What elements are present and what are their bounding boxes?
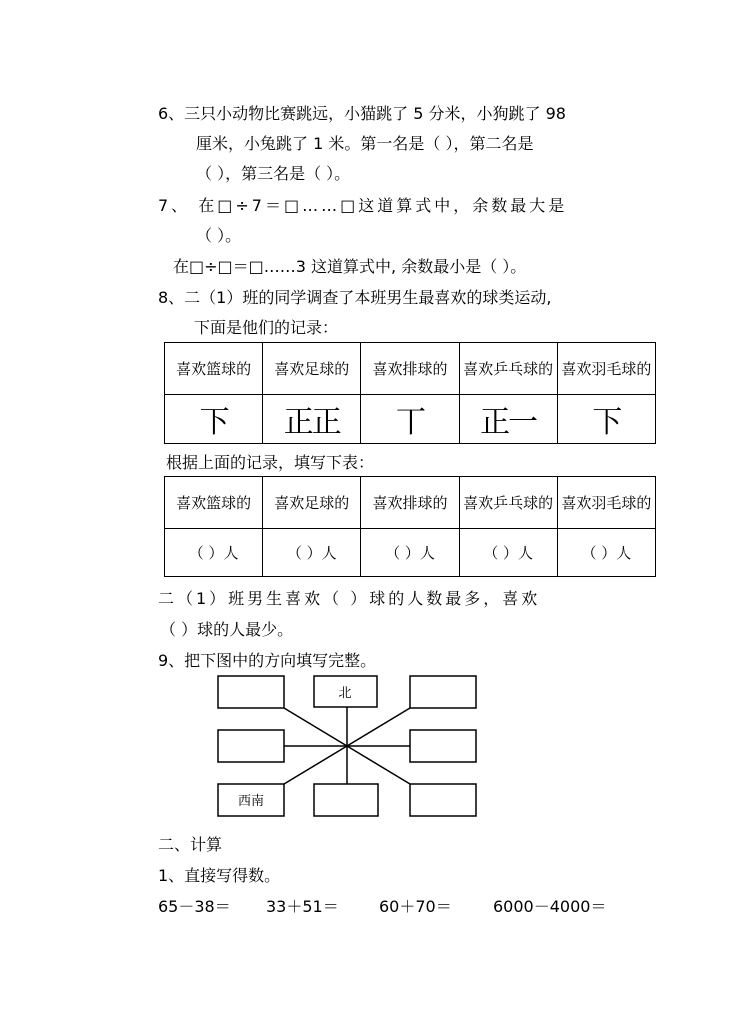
q8-conclusion1: 二（1）班男生喜欢（ ）球的人数最多，喜欢 <box>158 589 541 608</box>
q8-fill-intro: 根据上面的记录，填写下表： <box>166 453 375 472</box>
answer-header-basketball: 喜欢篮球的 <box>165 477 263 529</box>
expr-1: 65－38＝ <box>158 897 231 916</box>
label-southwest: 西南 <box>237 794 265 809</box>
box-northeast[interactable] <box>410 676 476 708</box>
spoke-southwest <box>284 746 347 784</box>
section2-sub1: 1、直接写得数。 <box>158 866 281 885</box>
label-north: 北 <box>338 686 352 701</box>
q7-line3: 在□÷□＝□……3 这道算式中, 余数最小是（ ）。 <box>173 257 527 276</box>
tally-mark-pingpong: 正一 <box>459 395 557 444</box>
tally-mark-football: 正正 <box>263 395 361 444</box>
answer-header-football: 喜欢足球的 <box>263 477 361 529</box>
tally-mark-basketball: 下 <box>165 395 263 444</box>
q6-line1: 6、三只小动物比赛跳远，小猫跳了 5 分米，小狗跳了 98 <box>158 104 566 123</box>
spoke-southeast <box>347 746 410 784</box>
q6-line2: 厘米，小兔跳了 1 米。第一名是（ ），第二名是 <box>196 134 534 153</box>
expr-2: 33＋51＝ <box>266 897 339 916</box>
spoke-northeast <box>347 708 410 746</box>
box-east[interactable] <box>410 730 476 762</box>
answer-header-pingpong: 喜欢乒乓球的 <box>459 477 557 529</box>
tally-mark-badminton: 下 <box>557 395 655 444</box>
tally-header-football: 喜欢足球的 <box>263 343 361 395</box>
box-west[interactable] <box>218 730 284 762</box>
tally-mark-volleyball: 丅 <box>361 395 459 444</box>
box-southeast[interactable] <box>410 784 476 816</box>
answer-cell-badminton[interactable]: （ ）人 <box>557 529 655 577</box>
tally-header-basketball: 喜欢篮球的 <box>165 343 263 395</box>
q6-line3: （ ），第三名是（ ）。 <box>196 164 351 183</box>
q7-line1: 7、 在□÷7＝□……□这道算式中，余数最大是 <box>158 196 568 215</box>
q9-line1: 9、把下图中的方向填写完整。 <box>158 651 377 670</box>
answer-header-volleyball: 喜欢排球的 <box>361 477 459 529</box>
answer-cell-football[interactable]: （ ）人 <box>263 529 361 577</box>
q8-conclusion2: （ ）球的人最少。 <box>160 620 294 639</box>
expr-3: 60＋70＝ <box>379 897 452 916</box>
section2-title: 二、计算 <box>158 835 223 854</box>
q8-line2: 下面是他们的记录： <box>194 318 339 337</box>
tally-header-badminton: 喜欢羽毛球的 <box>557 343 655 395</box>
q8-line1: 8、二（1）班的同学调查了本班男生最喜欢的球类运动, <box>158 288 552 307</box>
box-northwest[interactable] <box>218 676 284 708</box>
answer-cell-volleyball[interactable]: （ ）人 <box>361 529 459 577</box>
answer-cell-basketball[interactable]: （ ）人 <box>165 529 263 577</box>
tally-header-pingpong: 喜欢乒乓球的 <box>459 343 557 395</box>
answer-cell-pingpong[interactable]: （ ）人 <box>459 529 557 577</box>
tally-header-volleyball: 喜欢排球的 <box>361 343 459 395</box>
box-south[interactable] <box>314 784 378 816</box>
answer-header-badminton: 喜欢羽毛球的 <box>557 477 655 529</box>
q7-line2: （ ）。 <box>196 226 242 245</box>
expr-4: 6000－4000＝ <box>493 897 607 916</box>
spoke-northwest <box>284 708 347 746</box>
